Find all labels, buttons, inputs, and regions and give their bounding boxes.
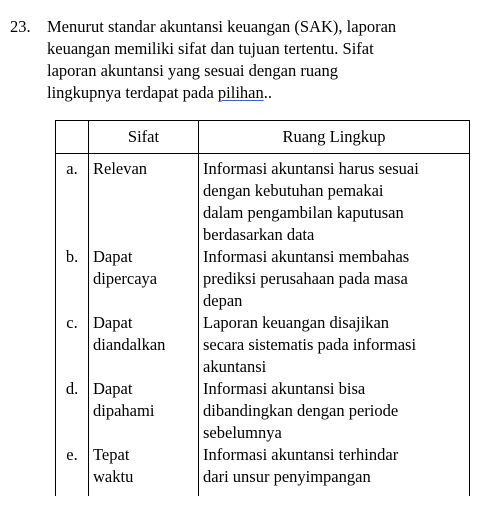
option-ruang-lingkup [199,246,470,312]
question-line: keuangan memiliki sifat dan tujuan tertentu. Sifat [47,39,374,58]
ruang-lingkup-line: Informasi akuntansi membahas [203,247,410,266]
question-last-line-prefix: lingkupnya terdapat pada [47,83,218,102]
option-letter: c. [56,312,89,378]
question-underlined-word: pilihan [217,83,264,102]
answer-options-table [55,120,470,496]
sifat-line: dipahami [93,401,155,420]
option-letter: b. [56,246,89,312]
question-last-line [47,82,472,104]
ruang-lingkup-line: dari unsur penyimpangan [203,467,371,486]
sifat-line: waktu [93,467,134,486]
ruang-lingkup-line: dengan kebutuhan pemakai [203,181,384,200]
option-sifat [89,444,199,496]
table-row [56,444,470,496]
ruang-lingkup-line: secara sistematis pada informasi [203,335,417,354]
table-body [56,154,470,497]
question-line: Menurut standar akuntansi keuangan (SAK), laporan [47,17,397,36]
header-sifat: Sifat [89,121,199,154]
ruang-lingkup-line: Informasi akuntansi terhindar [203,445,399,464]
sifat-line: Dapat [93,247,133,266]
option-ruang-lingkup [199,444,470,496]
option-sifat [89,154,199,247]
table-row [56,312,470,378]
sifat-line: dipercaya [93,269,158,288]
option-ruang-lingkup [199,378,470,444]
option-sifat [89,378,199,444]
option-sifat [89,312,199,378]
question-line: laporan akuntansi yang sesuai dengan ruang [47,61,338,80]
table-row [56,378,470,444]
sifat-line: diandalkan [93,335,166,354]
ruang-lingkup-line: Laporan keuangan disajikan [203,313,390,332]
option-letter: d. [56,378,89,444]
ruang-lingkup-line: Informasi akuntansi bisa [203,379,366,398]
sifat-line: Dapat [93,313,133,332]
sifat-line: Dapat [93,379,133,398]
ruang-lingkup-line: depan [203,291,243,310]
question-last-line-suffix: .. [263,83,272,102]
question-number: 23. [10,17,31,36]
sifat-line: Tepat [93,445,130,464]
table-row [56,154,470,247]
header-ruang-lingkup: Ruang Lingkup [199,121,470,154]
ruang-lingkup-line: Informasi akuntansi harus sesuai [203,159,419,178]
option-letter: e. [56,444,89,496]
ruang-lingkup-line: sebelumnya [203,423,282,442]
ruang-lingkup-line: akuntansi [203,357,267,376]
ruang-lingkup-line: dibandingkan dengan periode [203,401,399,420]
option-ruang-lingkup [199,154,470,247]
table-row [56,246,470,312]
option-ruang-lingkup [199,312,470,378]
table-header-row [56,121,470,154]
header-letter [56,121,89,154]
question-text [47,16,472,104]
option-letter: a. [56,154,89,247]
ruang-lingkup-line: berdasarkan data [203,225,315,244]
option-sifat [89,246,199,312]
ruang-lingkup-line: prediksi perusahaan pada masa [203,269,408,288]
ruang-lingkup-line: dalam pengambilan kaputusan [203,203,404,222]
sifat-line: Relevan [93,159,148,178]
